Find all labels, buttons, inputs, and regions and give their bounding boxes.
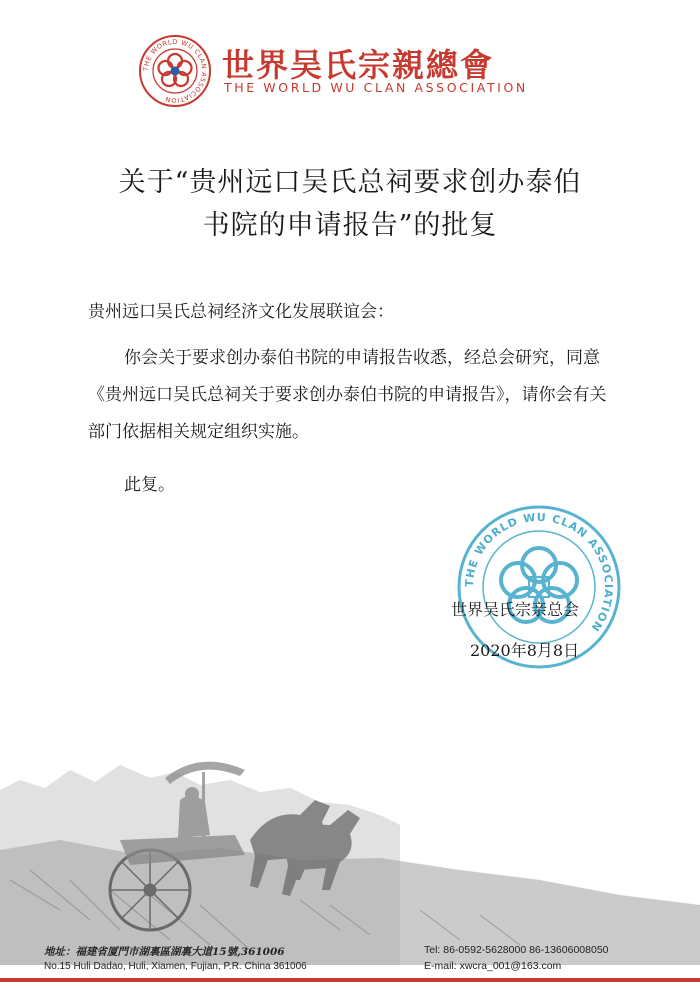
closing-remark: 此复。 xyxy=(124,475,175,495)
addressee: 贵州远口吴氏总祠经济文化发展联谊会： xyxy=(88,302,394,322)
footer-address-cn: 地址：福建省厦門市湖裏區湖裏大道15號,361006 xyxy=(44,946,285,958)
footer-divider xyxy=(0,976,700,990)
chariot-illustration xyxy=(0,730,700,965)
footer-address-en: No.15 Huli Dadao, Huli, Xiamen, Fujian, P.R. China 361006 xyxy=(44,961,307,972)
association-logo xyxy=(138,34,212,108)
association-name-cn: 世界吴氏宗親總會 xyxy=(222,46,495,84)
body-paragraph xyxy=(88,340,618,451)
signature-date: 2020年8月8日 xyxy=(470,641,580,660)
body-paragraph-text: 你会关于要求创办泰伯书院的申请报告收悉，经总会研究，同意《贵州远口吴氏总祠关于要求创办泰伯书院的申请报告》，请你会有关部门依据相关规定组织实施。 xyxy=(88,348,607,442)
association-name-en: THE WORLD WU CLAN ASSOCIATION xyxy=(224,80,528,95)
document-title-line-2: 书院的申请报告”的批复 xyxy=(202,210,498,241)
signature-organization: 世界吴氏宗亲总会 xyxy=(451,600,580,619)
footer-telephone: Tel: 86-0592-5628000 86-13606008050 xyxy=(424,944,609,956)
footer-email: E-mail: xwcra_001@163.com xyxy=(424,960,562,972)
logo-ring-text: THE WORLD WU CLAN ASSOCIATION xyxy=(141,37,209,105)
seal-ring-text: THE WORLD WU CLAN ASSOCIATION xyxy=(462,510,616,635)
document-title-line-1: 关于“贵州远口吴氏总祠要求创办泰伯 xyxy=(118,167,582,198)
